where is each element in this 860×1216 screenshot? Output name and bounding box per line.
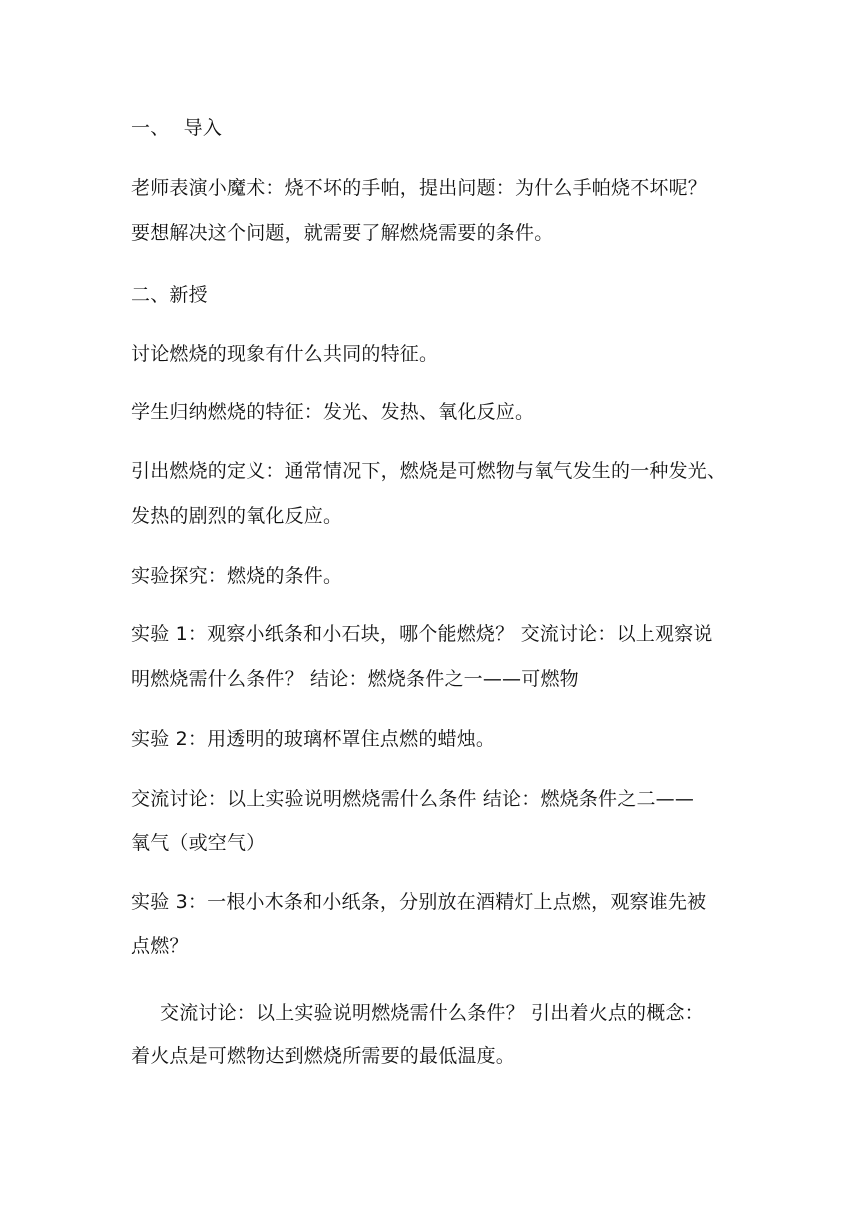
paragraph-line: 引出燃烧的定义：通常情况下，燃烧是可燃物与氧气发生的一种发光、 xyxy=(131,460,727,482)
paragraph-line: 要想解决这个问题，就需要了解燃烧需要的条件。 xyxy=(131,222,554,244)
paragraph-line: 点燃？ xyxy=(131,935,189,957)
paragraph-line: 实验 3：一根小木条和小纸条，分别放在酒精灯上点燃，观察谁先被 xyxy=(131,891,707,913)
paragraph-line: 着火点是可燃物达到燃烧所需要的最低温度。 xyxy=(131,1045,516,1067)
paragraph-line: 实验 1：观察小纸条和小石块，哪个能燃烧？ 交流讨论：以上观察说 xyxy=(131,623,713,645)
paragraph-line: 学生归纳燃烧的特征：发光、发热、氧化反应。 xyxy=(131,401,535,423)
paragraph-line: 交流讨论：以上实验说明燃烧需什么条件 结论：燃烧条件之二—— xyxy=(131,788,695,810)
paragraph-line: 实验 2：用透明的玻璃杯罩住点燃的蜡烛。 xyxy=(131,728,496,750)
section-heading-new-lesson: 二、新授 xyxy=(131,284,208,306)
section-heading-intro: 一、 导入 xyxy=(131,117,223,139)
paragraph-line: 实验探究：燃烧的条件。 xyxy=(131,565,343,587)
paragraph-line: 老师表演小魔术：烧不坏的手帕，提出问题：为什么手帕烧不坏呢？ xyxy=(131,177,708,199)
paragraph-line: 氧气（或空气） xyxy=(131,832,266,854)
paragraph-line: 发热的剧烈的氧化反应。 xyxy=(131,505,343,527)
paragraph-line: 讨论燃烧的现象有什么共同的特征。 xyxy=(131,343,439,365)
paragraph-line-indented: 交流讨论：以上实验说明燃烧需什么条件？ 引出着火点的概念： xyxy=(160,1002,704,1024)
paragraph-line: 明燃烧需什么条件？ 结论：燃烧条件之一——可燃物 xyxy=(131,668,579,690)
